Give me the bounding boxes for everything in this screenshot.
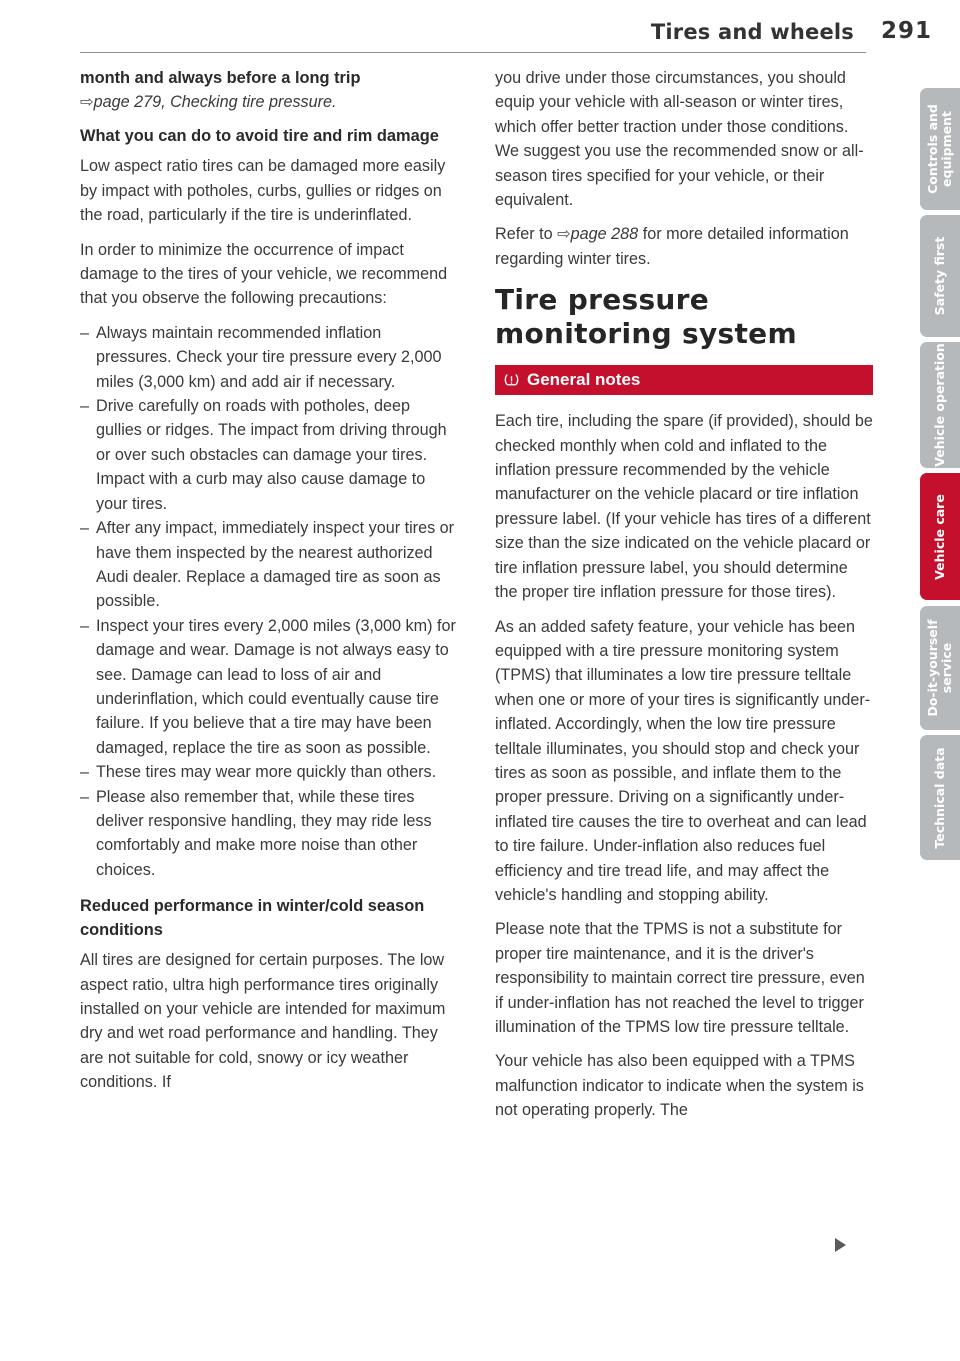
tab-controls-and-equipment[interactable] [920,88,960,210]
header-rule [80,52,866,53]
paragraph: Each tire, including the spare (if provided), should be checked monthly when cold and inflated to the inflation pressure recommended by the vehicle manufacturer on the vehicle placard or tire inflation pressure label. (If your vehicle has tires of a different size than the size indicated on the vehicle placard or tire inflation pressure label, you should determine the proper tire inflation pressure for those tires). [495,412,873,602]
intro-ref [80,90,456,114]
tab-vehicle-care[interactable] [920,473,960,600]
intro-bold: month and always before a long trip [80,69,361,87]
general-notes-bar [495,365,873,395]
heading-avoid-damage: What you can do to avoid tire and rim damage [80,127,439,146]
arrow-right-icon: ⇨ [80,93,94,111]
paragraph: As an added safety feature, your vehicle has been equipped with a tire pressure monitoring system (TPMS) that illuminates a low tire pressure telltale when one or more of your tires is significantly under-inflated. Accordingly, when the low tire pressure telltale illuminates, you should stop and check your tires as soon as possible, and inflate them to the proper pressure. Driving on a significantly under-inflated tire causes the tire to overheat and can lead to tire failure. Under-inflation also reduces fuel efficiency and tire tread life, and may affect the vehicle's handling and stopping ability. [495,617,871,904]
tpms-warning-icon [503,372,520,389]
list-item: – Always maintain recommended inflation pressures. Check your tire pressure every 2,000 miles (3,000 km) and add air if necessary. [80,321,456,394]
page-link[interactable]: page 279, Checking tire pressure. [93,93,337,111]
tab-label: Controls and equipment [925,104,954,194]
tab-do-it-yourself-service[interactable] [920,606,960,730]
bar-label: General notes [527,370,641,390]
section-title: Tire pressure monitoring system [495,283,797,351]
paragraph: you drive under those circumstances, you should equip your vehicle with all-season or winter tires, which offer better traction under those conditions. We suggest you use the recommended snow or all-season tires specified for your vehicle, or their equivalent. [495,69,864,210]
paragraph: Please note that the TPMS is not a substitute for proper tire maintenance, and it is the driver's responsibility to maintain correct tire pressure, even if under-inflation has not reached the level to trigger illumination of the TPMS low tire pressure telltale. [495,920,865,1036]
tab-label: Safety first [932,236,947,316]
list-item: – Inspect your tires every 2,000 miles (3,000 km) for damage and wear. Damage is not always easy to see. Damage can lead to loss of air and underinflation, which could eventually cause tire failure. If you believe that a tire may have been damaged, replace the tire as soon as possible. [80,614,456,760]
tab-technical-data[interactable] [920,735,960,860]
left-column [80,66,456,1105]
continue-arrow-icon [835,1238,846,1252]
tab-label: Vehicle operation [932,343,947,467]
page-link[interactable]: page 288 [570,225,639,244]
text: for more detailed information regarding winter tires. [495,225,849,268]
paragraph [495,222,873,271]
text: Refer to [495,225,553,244]
paragraph: All tires are designed for certain purposes. The low aspect ratio, ultra high performance tires originally installed on your vehicle are intended for maximum dry and wet road performance and handling. They are not suitable for cold, snowy or icy weather conditions. If [80,951,446,1092]
paragraph: Low aspect ratio tires can be damaged more easily by impact with potholes, curbs, gullies or ridges on the road, particularly if the tire is underinflated. [80,157,446,225]
list-item: – Drive carefully on roads with potholes, deep gullies or ridges. The impact from driving through or over such obstacles can damage your tires. Impact with a curb may also cause damage to your tires. [80,394,456,516]
arrow-right-icon: ⇨ [557,225,571,244]
tab-vehicle-operation[interactable] [920,342,960,468]
list-item: – Please also remember that, while these tires deliver responsive handling, they may ride less comfortably and make more noise than other choices. [80,785,456,883]
list-item: – These tires may wear more quickly than others. [80,760,456,784]
tab-label: Vehicle care [932,493,947,580]
list-item: – After any impact, immediately inspect your tires or have them inspected by the nearest authorized Audi dealer. Replace a damaged tire as soon as possible. [80,516,456,614]
precautions-list [80,321,456,882]
page-number: 291 [880,18,932,44]
tab-label: Do-it-yourself service [925,619,954,717]
paragraph: In order to minimize the occurrence of impact damage to the tires of your vehicle, we recommend that you observe the following precautions: [80,240,448,308]
heading-winter: Reduced performance in winter/cold season conditions [80,897,425,940]
running-header-title: Tires and wheels [650,20,854,44]
tab-safety-first[interactable] [920,215,960,337]
paragraph: Your vehicle has also been equipped with a TPMS malfunction indicator to indicate when the system is not operating properly. The [495,1052,864,1120]
right-column [495,66,873,1133]
tab-label: Technical data [932,746,947,849]
